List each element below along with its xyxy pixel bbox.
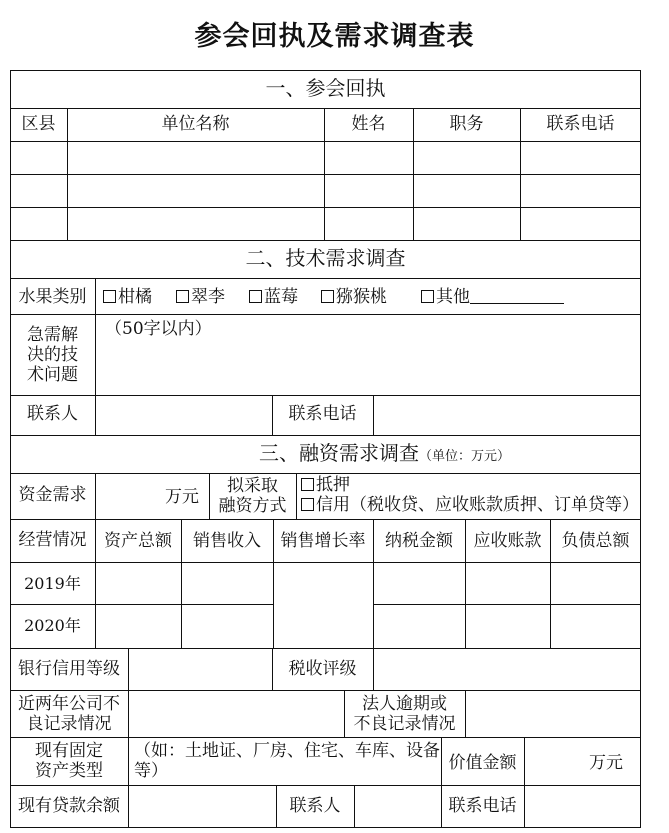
section-1-heading: 一、参会回执 — [265, 76, 386, 100]
year-2020: 2020年 — [24, 616, 81, 635]
operations-label: 经营情况 — [18, 530, 87, 550]
unit-note: （单位：万元） — [419, 449, 511, 464]
col-sales-revenue: 销售收入 — [193, 531, 261, 551]
problem-hint: （50字以内） — [105, 319, 212, 339]
value-unit: 万元 — [589, 753, 623, 773]
checkbox-mortgage[interactable] — [301, 478, 314, 491]
checkbox-kiwi[interactable] — [321, 290, 334, 303]
checkbox-credit[interactable] — [301, 498, 314, 511]
col-unit-name: 单位名称 — [161, 114, 230, 134]
fruit-option-citrus[interactable]: 柑橘 — [103, 288, 152, 307]
loan-balance-label: 现有贷款余额 — [18, 796, 120, 816]
col-total-liabilities: 负债总额 — [561, 531, 630, 551]
checkbox-plum[interactable] — [176, 290, 189, 303]
tax-rating-label: 税收评级 — [288, 659, 357, 679]
capital-unit: 万元 — [165, 487, 199, 507]
col-total-assets: 资产总额 — [104, 531, 172, 551]
section-3-heading: 三、融资需求调查（单位：万元） — [259, 441, 511, 465]
page-title: 参会回执及需求调查表 — [194, 21, 475, 52]
legal-record-label: 法人逾期或 不良记录情况 — [353, 694, 456, 734]
company-record-label: 近两年公司不 良记录情况 — [18, 694, 120, 734]
col-district: 区县 — [21, 114, 56, 134]
checkbox-other[interactable] — [421, 290, 434, 303]
option-mortgage[interactable]: 抵押 — [301, 476, 350, 495]
value-amount-label: 价值金额 — [448, 753, 517, 773]
checkbox-blueberry[interactable] — [249, 290, 262, 303]
fruit-option-kiwi[interactable]: 猕猴桃 — [321, 288, 387, 307]
checkbox-citrus[interactable] — [103, 290, 116, 303]
tech-contact-label: 联系人 — [27, 404, 78, 424]
assets-hint: （如：土地证、厂房、住宅、车库、设备 等） — [134, 741, 440, 781]
option-credit[interactable]: 信用（税收贷、应收账款质押、订单贷等） — [301, 496, 639, 515]
capital-need-label: 资金需求 — [18, 485, 87, 505]
fruit-option-blueberry[interactable]: 蓝莓 — [249, 288, 298, 307]
col-position: 职务 — [449, 114, 484, 134]
year-2019: 2019年 — [24, 574, 81, 593]
section-2-heading: 二、技术需求调查 — [245, 246, 406, 270]
financing-method-label: 拟采取 融资方式 — [218, 476, 287, 516]
fixed-assets-label: 现有固定 资产类型 — [35, 741, 103, 781]
tech-phone-label: 联系电话 — [288, 404, 357, 424]
fruit-category-label: 水果类别 — [18, 287, 87, 307]
col-tax-paid: 纳税金额 — [385, 531, 453, 551]
other-fill-blank[interactable] — [470, 289, 564, 304]
col-name: 姓名 — [351, 114, 386, 134]
col-sales-growth: 销售增长率 — [280, 531, 366, 551]
fruit-option-other[interactable]: 其他 — [421, 288, 564, 307]
finance-phone-label: 联系电话 — [448, 796, 517, 816]
col-phone: 联系电话 — [546, 114, 615, 134]
bank-credit-rating-label: 银行信用等级 — [18, 659, 120, 679]
finance-contact-label: 联系人 — [289, 796, 341, 816]
col-receivables: 应收账款 — [473, 531, 542, 551]
fruit-option-plum[interactable]: 翠李 — [176, 288, 225, 307]
urgent-problem-label: 急需解 决的技 术问题 — [27, 325, 78, 385]
